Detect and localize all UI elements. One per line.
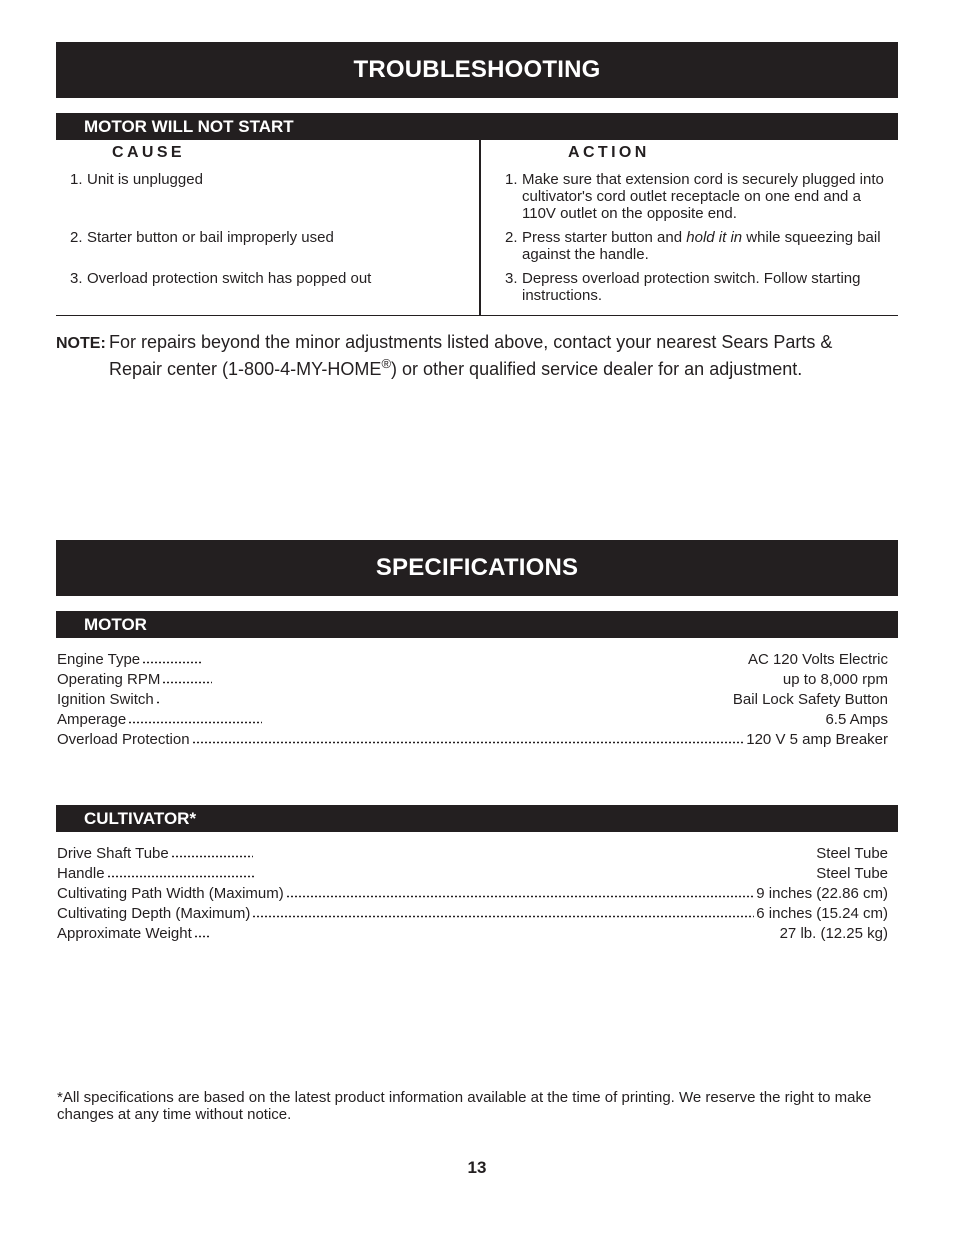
section-bar-cultivator (56, 805, 898, 832)
dot-leader (156, 700, 160, 704)
section-bar-motor-will-not-start (56, 113, 898, 140)
spec-value: Steel Tube (816, 845, 888, 862)
cause-number: 2. (70, 229, 83, 246)
spec-row (57, 651, 888, 671)
specifications-footnote: *All specifications are based on the latest product information available at the time of printing. We reserve the right to make changes at any time without notice. (57, 1089, 872, 1123)
spec-row (57, 905, 888, 925)
spec-value: 6 inches (15.24 cm) (756, 905, 888, 922)
spec-label: Cultivating Depth (Maximum) (57, 905, 251, 922)
spec-label: Amperage (57, 711, 127, 728)
action-number: 3. (505, 270, 518, 287)
section-title: MOTOR WILL NOT START (84, 116, 294, 136)
action-text: Make sure that extension cord is securely plugged into cultivator's cord outlet receptacle on one end and a 110V outlet on the opposite end. (522, 171, 884, 222)
spec-row (57, 691, 888, 711)
cause-item (70, 270, 465, 287)
dot-leader (142, 660, 202, 664)
section-title: CULTIVATOR* (84, 808, 197, 828)
dot-leader (194, 934, 210, 938)
note-line-1: For repairs beyond the minor adjustments listed above, contact your nearest Sears Parts & (109, 332, 833, 352)
spec-label: Approximate Weight (57, 925, 192, 942)
spec-row (57, 845, 888, 865)
spec-row (57, 865, 888, 885)
dot-leader (192, 740, 745, 744)
spec-row (57, 885, 888, 905)
spec-label: Ignition Switch (57, 691, 154, 708)
action-item (505, 229, 890, 263)
section-bar-motor (56, 611, 898, 638)
spec-row (57, 711, 888, 731)
specifications-title: SPECIFICATIONS (375, 554, 579, 581)
spec-row (57, 671, 888, 691)
troubleshooting-banner (56, 42, 898, 98)
spec-row (57, 925, 888, 945)
dot-leader (171, 854, 253, 858)
spec-label: Handle (57, 865, 105, 882)
cause-number: 1. (70, 171, 83, 188)
action-number: 2. (505, 229, 518, 246)
action-text-emphasis: hold it in (686, 229, 743, 246)
spec-label: Overload Protection (57, 731, 190, 748)
cause-item (70, 229, 465, 246)
action-item (505, 270, 890, 304)
table-divider (479, 140, 481, 316)
spec-label: Engine Type (57, 651, 141, 668)
spec-row (57, 731, 888, 751)
cause-text: Starter button or bail improperly used (87, 229, 334, 246)
spec-label: Operating RPM (57, 671, 161, 688)
spec-value: AC 120 Volts Electric (747, 651, 888, 668)
spec-value: Bail Lock Safety Button (732, 691, 888, 708)
page-number: 13 (467, 1158, 487, 1177)
action-number: 1. (505, 171, 518, 188)
dot-leader (252, 914, 754, 918)
cultivator-spec-list (57, 845, 888, 945)
note-label: NOTE: (56, 335, 106, 352)
dot-leader (107, 874, 254, 878)
action-header: ACTION (568, 144, 650, 161)
note-line-2 (56, 353, 898, 380)
cause-number: 3. (70, 270, 83, 287)
spec-value: 6.5 Amps (825, 711, 888, 728)
dot-leader (128, 720, 262, 724)
dot-leader (286, 894, 755, 898)
registered-mark: ® (381, 356, 392, 371)
action-text (505, 229, 890, 263)
section-title: MOTOR (84, 614, 147, 634)
cause-text: Unit is unplugged (87, 171, 203, 188)
spec-value: 9 inches (22.86 cm) (756, 885, 888, 902)
action-text-pre: Press starter button and (522, 229, 687, 246)
troubleshooting-title: TROUBLESHOOTING (353, 56, 601, 83)
spec-value: up to 8,000 rpm (782, 671, 888, 688)
cause-header: CAUSE (112, 144, 186, 161)
spec-label: Drive Shaft Tube (57, 845, 169, 862)
note-line-2-post: ) or other qualified service dealer for an adjustment. (391, 359, 803, 379)
spec-value: 120 V 5 amp Breaker (746, 731, 888, 748)
repair-note (56, 331, 898, 380)
spec-value: 27 lb. (12.25 kg) (779, 925, 888, 942)
spec-label: Cultivating Path Width (Maximum) (57, 885, 284, 902)
motor-spec-list (57, 651, 888, 751)
note-line-2-pre: Repair center (1-800-4-MY-HOME (109, 359, 382, 379)
table-bottom-rule (56, 315, 898, 316)
action-item (505, 171, 890, 222)
specifications-banner (56, 540, 898, 596)
dot-leader (162, 680, 212, 684)
spec-value: Steel Tube (816, 865, 888, 882)
cause-item (70, 171, 465, 188)
cause-text: Overload protection switch has popped out (87, 270, 372, 287)
action-text: Depress overload protection switch. Follow starting instructions. (522, 270, 861, 304)
action-text-post: while squeezing bail against the handle. (522, 229, 881, 263)
